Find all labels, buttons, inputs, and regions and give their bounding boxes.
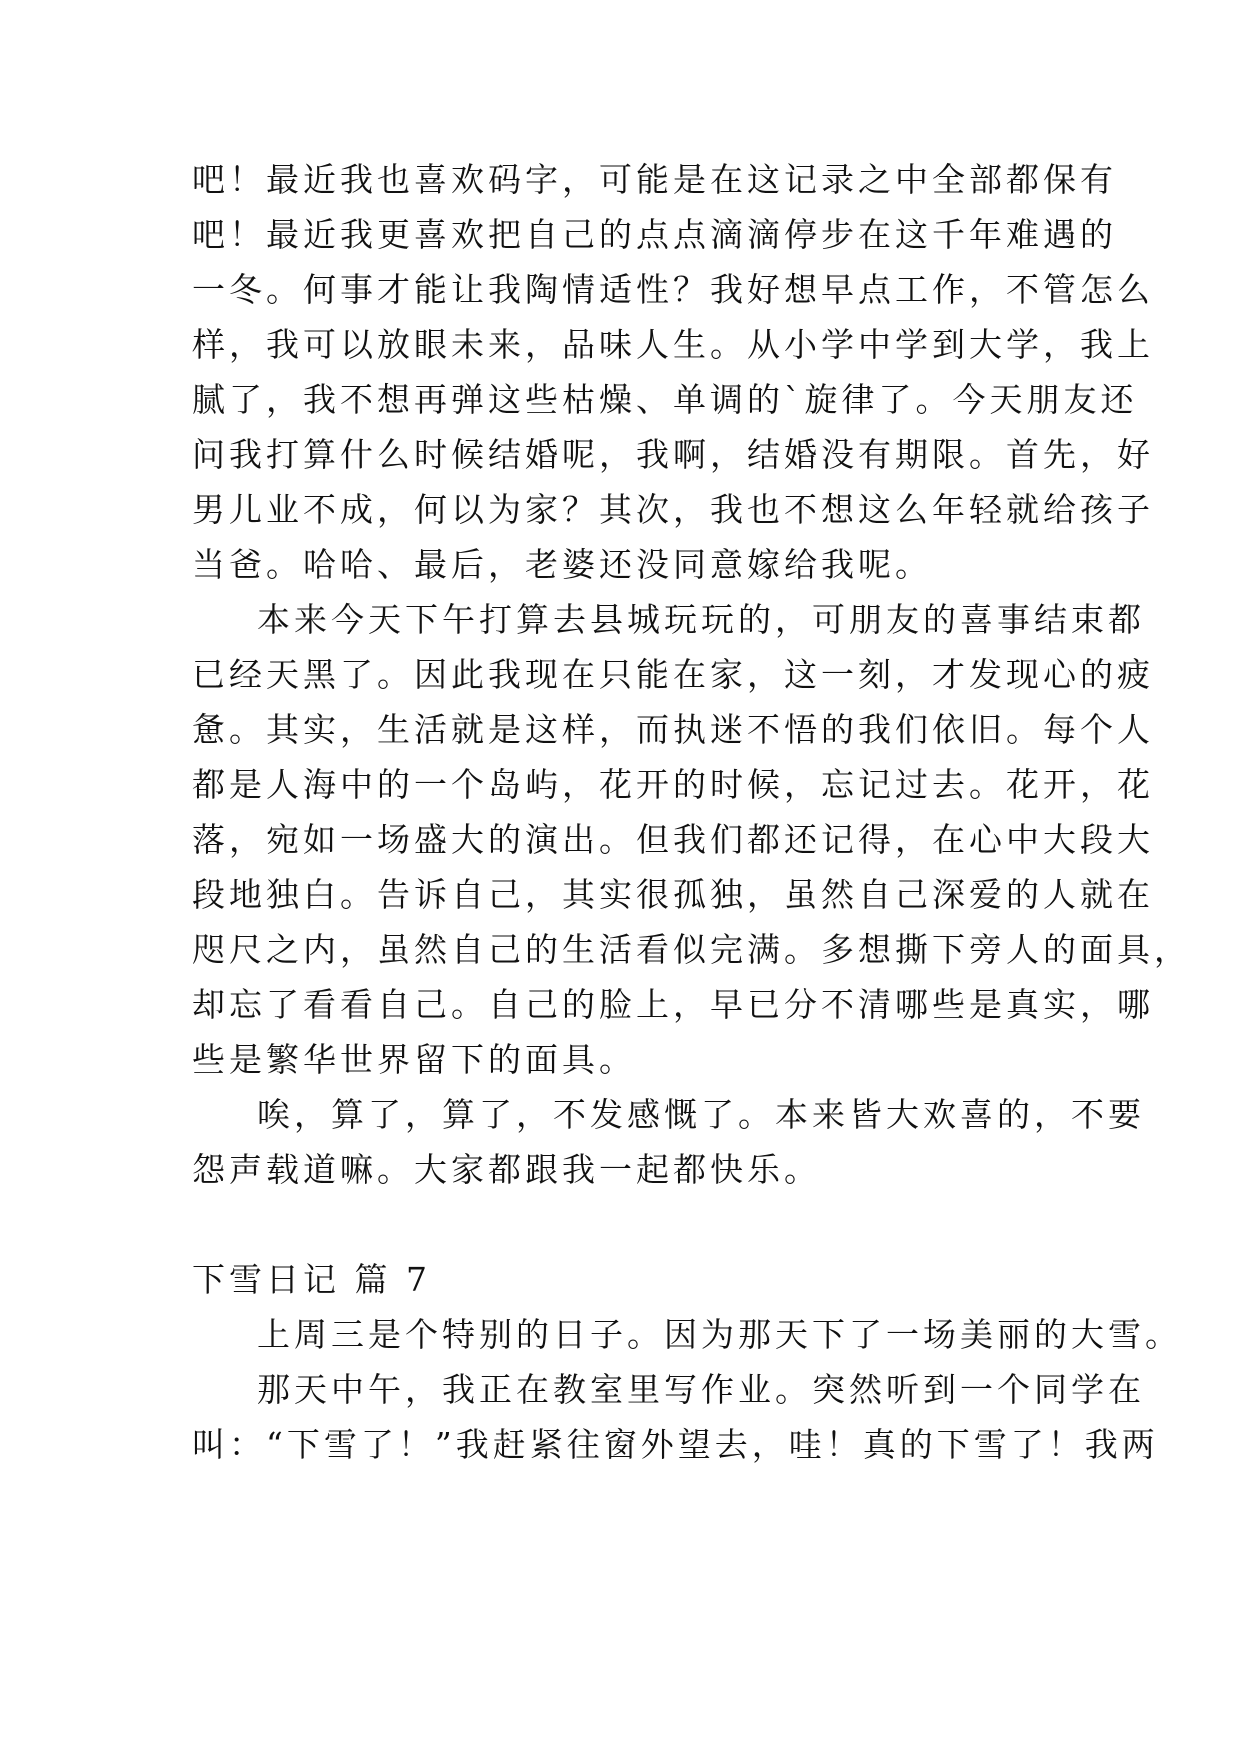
paragraph-first-line: 唉，算了，算了，不发感慨了。本来皆大欢喜的，不要 — [257, 1095, 1145, 1134]
text-line: 段地独白。告诉自己，其实很孤独，虽然自己深爱的人就在 — [192, 875, 1154, 914]
text-line: 惫。其实，生活就是这样，而执迷不悟的我们依旧。每个人 — [192, 710, 1154, 749]
text-line: 样，我可以放眼未来，品味人生。从小学中学到大学，我上 — [192, 325, 1154, 364]
text-line: 男儿业不成，何以为家？其次，我也不想这么年轻就给孩子 — [192, 490, 1154, 529]
paragraph-first-line: 那天中午，我正在教室里写作业。突然听到一个同学在 — [257, 1370, 1145, 1409]
text-line: 咫尺之内，虽然自己的生活看似完满。多想撕下旁人的面具， — [192, 930, 1191, 969]
paragraph-first-line: 本来今天下午打算去县城玩玩的，可朋友的喜事结束都 — [257, 600, 1145, 639]
section-heading: 下雪日记 篇 7 — [192, 1260, 431, 1299]
text-line: 叫：“下雪了！”我赶紧往窗外望去，哇！真的下雪了！我两 — [192, 1425, 1159, 1464]
text-line: 些是繁华世界留下的面具。 — [192, 1040, 636, 1079]
text-line: 都是人海中的一个岛屿，花开的时候，忘记过去。花开，花 — [192, 765, 1154, 804]
text-line: 落，宛如一场盛大的演出。但我们都还记得，在心中大段大 — [192, 820, 1154, 859]
text-line: 当爸。哈哈、最后，老婆还没同意嫁给我呢。 — [192, 545, 932, 584]
text-line: 腻了，我不想再弹这些枯燥、单调的`旋律了。今天朋友还 — [192, 380, 1138, 419]
paragraph-first-line: 上周三是个特别的日子。因为那天下了一场美丽的大雪。 — [257, 1315, 1182, 1354]
text-line: 一冬。何事才能让我陶情适性？我好想早点工作，不管怎么 — [192, 270, 1154, 309]
text-line: 却忘了看看自己。自己的脸上，早已分不清哪些是真实，哪 — [192, 985, 1154, 1024]
text-line: 吧！最近我也喜欢码字，可能是在这记录之中全部都保有 — [192, 160, 1117, 199]
text-line: 问我打算什么时候结婚呢，我啊，结婚没有期限。首先，好 — [192, 435, 1154, 474]
text-line: 怨声载道嘛。大家都跟我一起都快乐。 — [192, 1150, 821, 1189]
text-line: 吧！最近我更喜欢把自己的点点滴滴停步在这千年难遇的 — [192, 215, 1117, 254]
text-line: 已经天黑了。因此我现在只能在家，这一刻，才发现心的疲 — [192, 655, 1154, 694]
